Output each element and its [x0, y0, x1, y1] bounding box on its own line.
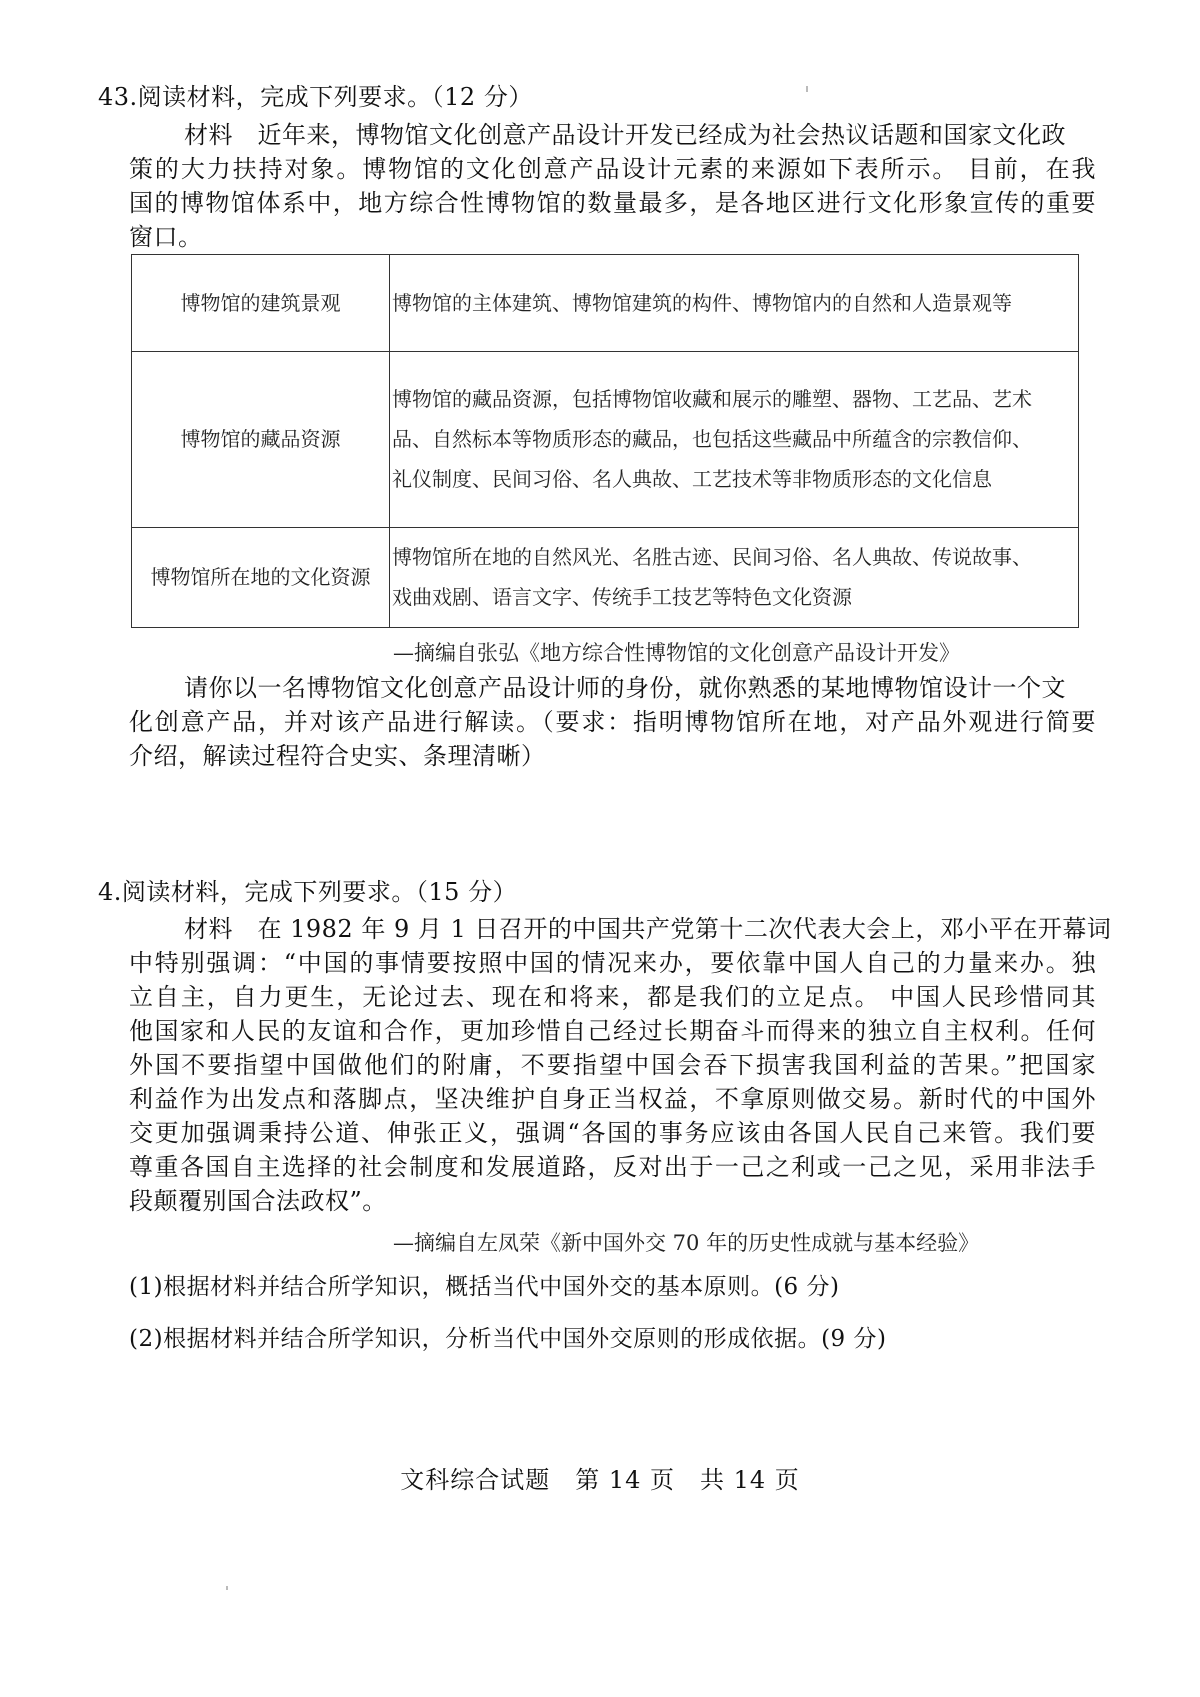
- table-row-content: [392, 255, 1078, 351]
- q43-heading: 43.阅读材料，完成下列要求。（12 分）: [98, 83, 533, 111]
- q44-material-line-6: 利益作为出发点和落脚点，坚决维护自身正当权益，不拿原则做交易。新时代的中国外: [129, 1085, 1096, 1113]
- table-cell-line: 礼仪制度、民间习俗、名人典故、工艺技术等非物质形态的文化信息: [392, 467, 992, 491]
- table-column-divider: [389, 255, 390, 627]
- table-row-label: 博物馆所在地的文化资源: [150, 565, 371, 589]
- q44-material-line-8: 尊重各国自主选择的社会制度和发展道路，反对出于一己之利或一己之见，采用非法手: [129, 1153, 1096, 1181]
- table-cell-line: 品、自然标本等物质形态的藏品，也包括这些藏品中所蕴含的宗教信仰、: [392, 427, 1032, 451]
- q44-source-citation: —摘编自左凤荣《新中国外交 70 年的历史性成就与基本经验》: [393, 1231, 980, 1255]
- table-cell-line: 戏曲戏剧、语言文字、传统手工技艺等特色文化资源: [392, 585, 852, 609]
- q43-task-line-1: 请你以一名博物馆文化创意产品设计师的身份，就你熟悉的某地博物馆设计一个文: [184, 674, 1066, 702]
- q44-material-line-9: 段颠覆别国合法政权”。: [129, 1187, 387, 1215]
- q44-sub-question-1: (1)根据材料并结合所学知识，概括当代中国外交的基本原则。(6 分): [129, 1274, 840, 1300]
- design-element-source-table: [131, 254, 1079, 628]
- scan-speck: [806, 86, 808, 92]
- q43-task-line-2: 化创意产品，并对该产品进行解读。（要求：指明博物馆所在地，对产品外观进行简要: [129, 708, 1096, 736]
- q44-material-line-3: 立自主，自力更生，无论过去、现在和将来，都是我们的立足点。 中国人民珍惜同其: [129, 983, 1096, 1011]
- q44-material-line-4: 他国家和人民的友谊和合作，更加珍惜自己经过长期奋斗而得来的独立自主权利。任何: [129, 1017, 1096, 1045]
- table-cell-line: 博物馆的主体建筑、博物馆建筑的构件、博物馆内的自然和人造景观等: [392, 291, 1012, 315]
- table-cell-line: 博物馆所在地的自然风光、名胜古迹、民间习俗、名人典故、传说故事、: [392, 545, 1032, 569]
- scan-speck: [226, 1586, 228, 1590]
- table-row-label: 博物馆的建筑景观: [180, 291, 341, 315]
- q44-material-line-5: 外国不要指望中国做他们的附庸，不要指望中国会吞下损害我国利益的苦果。”把国家: [129, 1051, 1096, 1079]
- q43-material-line-1: 材料 近年来，博物馆文化创意产品设计开发已经成为社会热议话题和国家文化政: [184, 121, 1066, 149]
- q44-material-line-2: 中特别强调：“中国的事情要按照中国的情况来办，要依靠中国人自己的力量来办。独: [129, 949, 1096, 977]
- q44-heading: 4.阅读材料，完成下列要求。（15 分）: [98, 878, 518, 906]
- page-footer: 文科综合试题 第 14 页 共 14 页: [400, 1466, 800, 1494]
- q44-material-line-1: 材料 在 1982 年 9 月 1 日召开的中国共产党第十二次代表大会上，邓小平在开幕词: [184, 915, 1112, 943]
- table-row-content: [392, 351, 1078, 527]
- q44-sub-question-2: (2)根据材料并结合所学知识，分析当代中国外交原则的形成依据。(9 分): [129, 1326, 887, 1352]
- table-row-label: 博物馆的藏品资源: [180, 427, 341, 451]
- table-row-content: [392, 527, 1078, 627]
- q43-material-line-3: 国的博物馆体系中，地方综合性博物馆的数量最多，是各地区进行文化形象宣传的重要: [129, 189, 1096, 217]
- q43-source-citation: —摘编自张弘《地方综合性博物馆的文化创意产品设计开发》: [393, 641, 960, 665]
- q43-material-line-4: 窗口。: [129, 223, 203, 251]
- q44-material-line-7: 交更加强调秉持公道、伸张正义，强调“各国的事务应该由各国人民自己来管。我们要: [129, 1119, 1096, 1147]
- q43-material-line-2: 策的大力扶持对象。博物馆的文化创意产品设计元素的来源如下表所示。 目前，在我: [129, 155, 1096, 183]
- table-cell-line: 博物馆的藏品资源，包括博物馆收藏和展示的雕塑、器物、工艺品、艺术: [392, 387, 1032, 411]
- q43-task-line-3: 介绍，解读过程符合史实、条理清晰）: [129, 742, 546, 770]
